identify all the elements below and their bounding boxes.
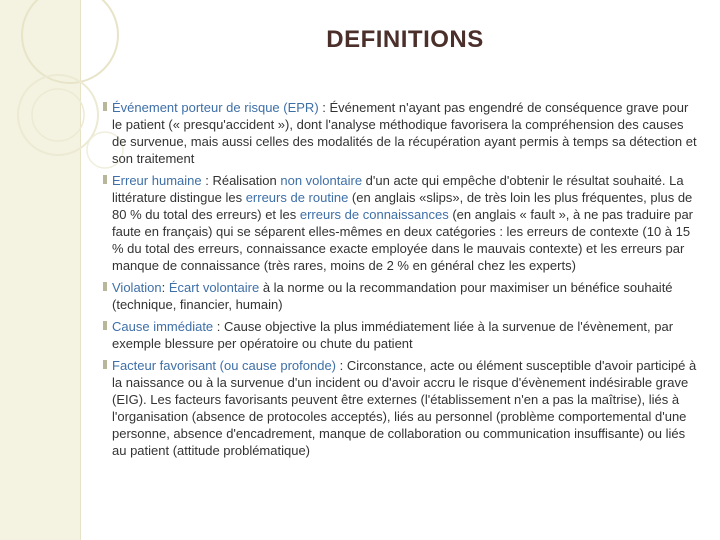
definition-body: : Événement n'ayant pas engendré de conséquence grave pour le patient (« presqu'accident »), dont l'analyse méthodique favorisera la compréhension des causes de survenue, mais aussi celles des modalités de la récupération ayant permis à temps sa détection et son traitement — [112, 100, 697, 166]
highlight-phrase: non volontaire — [280, 173, 363, 188]
definition-text — [112, 280, 673, 312]
definition-body: à la norme ou la recommandation pour maximiser un bénéfice souhaité (technique, financier, humain) — [112, 280, 673, 312]
term: Facteur favorisant (ou cause profonde) — [112, 358, 337, 373]
term: Violation — [112, 280, 162, 295]
highlight-phrase: Écart volontaire — [168, 280, 260, 295]
definition-body: : Circonstance, acte ou élément susceptible d'avoir participé à la naissance ou à la survenue d'un incident ou d'avoir accru le risque d'évènement indésirable grave (EIG). Les facteurs favorisants peuvent être externes (l'établissement n'en a pas la maîtrise), liés à l'organisation (absence de protocoles acceptés), liés au personnel (problème comportemental d'une personne, absence d'encadrement, manque de collaboration ou communication insuffisante) ou liés au patient (attitude problématique) — [112, 358, 697, 458]
definition-item — [112, 99, 700, 167]
definition-item — [112, 279, 700, 313]
definition-body: : Réalisation — [201, 173, 281, 188]
definition-text — [112, 100, 697, 166]
term: Événement porteur de risque (EPR) — [112, 100, 319, 115]
definition-item — [112, 318, 700, 352]
definition-body: : Cause objective la plus immédiatement liée à la survenue de l'évènement, par exemple blessure per opératoire ou chute du patient — [112, 319, 674, 351]
highlight-phrase: erreurs de routine — [245, 190, 349, 205]
definitions-list — [112, 99, 700, 464]
definition-body: (en anglais «slips», de très loin les plus fréquentes, plus de 80 % du total des erreurs) et les — [112, 190, 693, 222]
definition-text — [112, 173, 693, 273]
term: Erreur humaine — [112, 173, 202, 188]
definition-body: (en anglais « fault », à ne pas traduire par faute en français) qui se séparent elles-mêmes en deux catégories : les erreurs de contexte (10 à 15 % du total des erreurs, connaissance exacte employée dans le mauvais contexte) et les erreurs par manque de connaissance (très rares, moins de 2 % en général chez les experts) — [112, 207, 693, 273]
slide-title: DEFINITIONS — [326, 26, 484, 53]
definition-body: d'un acte qui empêche d'obtenir le résultat souhaité. La littérature distingue les — [112, 173, 684, 205]
definition-item — [112, 172, 700, 274]
definition-body: : — [161, 280, 169, 295]
definition-text — [112, 319, 673, 351]
definition-text — [112, 358, 696, 458]
term: Cause immédiate — [112, 319, 214, 334]
highlight-phrase: erreurs de connaissances — [299, 207, 449, 222]
definition-item — [112, 357, 700, 459]
side-decoration-strip — [0, 0, 81, 540]
